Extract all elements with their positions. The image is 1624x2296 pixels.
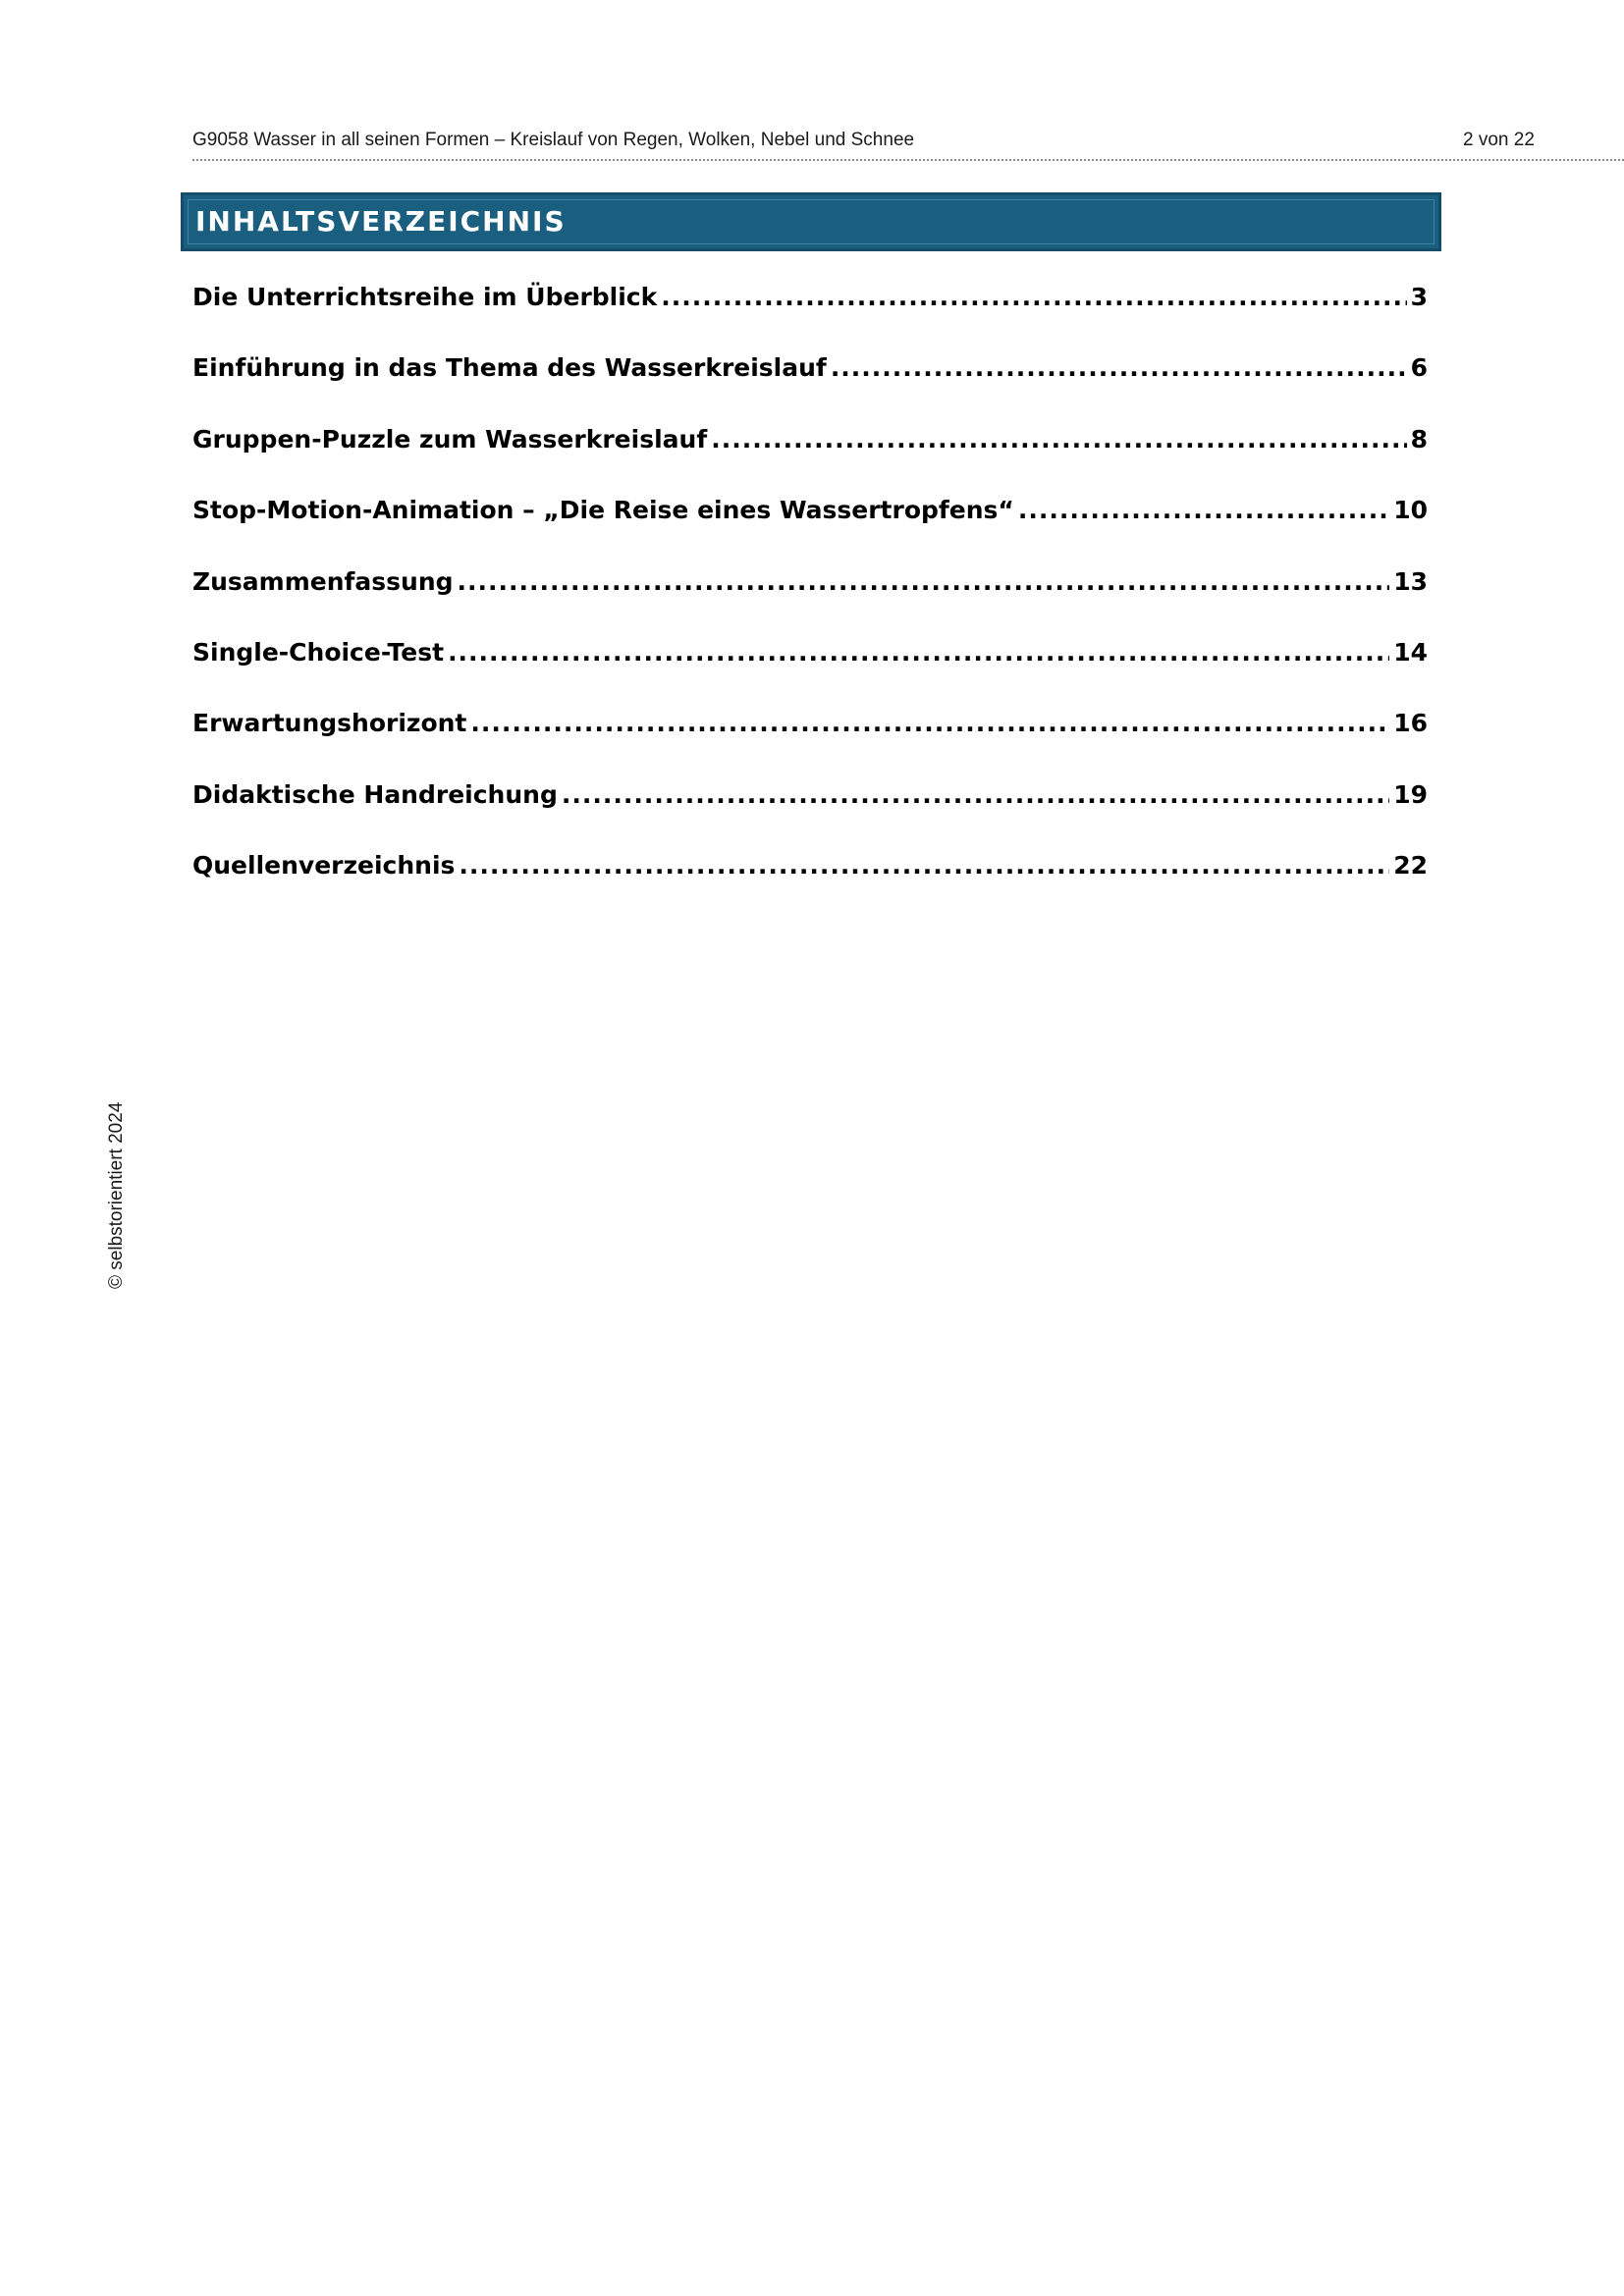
toc-entry-page: 22 bbox=[1393, 851, 1428, 881]
toc-entry-didaktische-handreichung[interactable] bbox=[192, 780, 1428, 851]
toc-entry-einfuehrung[interactable] bbox=[192, 353, 1428, 424]
copyright-notice: © selbstorientiert 2024 bbox=[106, 1101, 127, 1289]
toc-entry-page: 16 bbox=[1393, 709, 1428, 738]
running-header bbox=[192, 126, 1624, 161]
toc-entry-page: 13 bbox=[1393, 566, 1428, 596]
toc-entry-zusammenfassung[interactable] bbox=[192, 567, 1428, 638]
toc-entry-title: Die Unterrichtsreihe im Überblick bbox=[192, 283, 658, 311]
document-title: G9058 Wasser in all seinen Formen – Kreislauf von Regen, Wolken, Nebel und Schnee bbox=[192, 130, 915, 150]
toc-heading: INHALTSVERZEICHNIS bbox=[195, 205, 567, 238]
toc-entry-quellenverzeichnis[interactable] bbox=[192, 851, 1428, 922]
toc-entry-stop-motion[interactable] bbox=[192, 496, 1428, 566]
toc-entry-title: Einführung in das Thema des Wasserkreislauf bbox=[192, 353, 827, 383]
toc-entry-page: 19 bbox=[1393, 779, 1428, 809]
dot-leader bbox=[661, 283, 1406, 311]
dot-leader bbox=[1018, 496, 1389, 524]
dot-leader bbox=[470, 709, 1389, 737]
dot-leader bbox=[448, 638, 1389, 667]
toc-entry-title: Stop-Motion-Animation – „Die Reise eines Wassertropfens“ bbox=[192, 496, 1014, 525]
toc-entry-page: 3 bbox=[1410, 283, 1428, 311]
dot-leader bbox=[831, 353, 1407, 382]
page-indicator: 2 von 22 bbox=[1463, 130, 1535, 150]
dot-leader bbox=[459, 851, 1389, 880]
toc-entry-page: 8 bbox=[1410, 424, 1428, 454]
dot-leader bbox=[458, 567, 1390, 596]
dot-leader bbox=[711, 425, 1406, 454]
toc-entry-title: Zusammenfassung bbox=[192, 566, 454, 596]
toc-entry-page: 10 bbox=[1393, 496, 1428, 525]
toc-entry-title: Gruppen-Puzzle zum Wasserkreislauf bbox=[192, 424, 708, 454]
toc-entry-title: Quellenverzeichnis bbox=[192, 851, 456, 881]
toc-entry-single-choice-test[interactable] bbox=[192, 638, 1428, 709]
toc-entry-erwartungshorizont[interactable] bbox=[192, 709, 1428, 779]
table-of-contents bbox=[192, 283, 1428, 923]
toc-entry-page: 14 bbox=[1393, 637, 1428, 667]
toc-entry-title: Didaktische Handreichung bbox=[192, 779, 558, 809]
toc-entry-page: 6 bbox=[1410, 353, 1428, 383]
toc-entry-gruppen-puzzle[interactable] bbox=[192, 425, 1428, 496]
toc-entry-title: Erwartungshorizont bbox=[192, 709, 467, 738]
dot-leader bbox=[562, 780, 1389, 809]
toc-entry-title: Single-Choice-Test bbox=[192, 637, 445, 667]
toc-entry-unterrichtsreihe[interactable] bbox=[192, 283, 1428, 353]
toc-heading-banner bbox=[181, 192, 1441, 251]
